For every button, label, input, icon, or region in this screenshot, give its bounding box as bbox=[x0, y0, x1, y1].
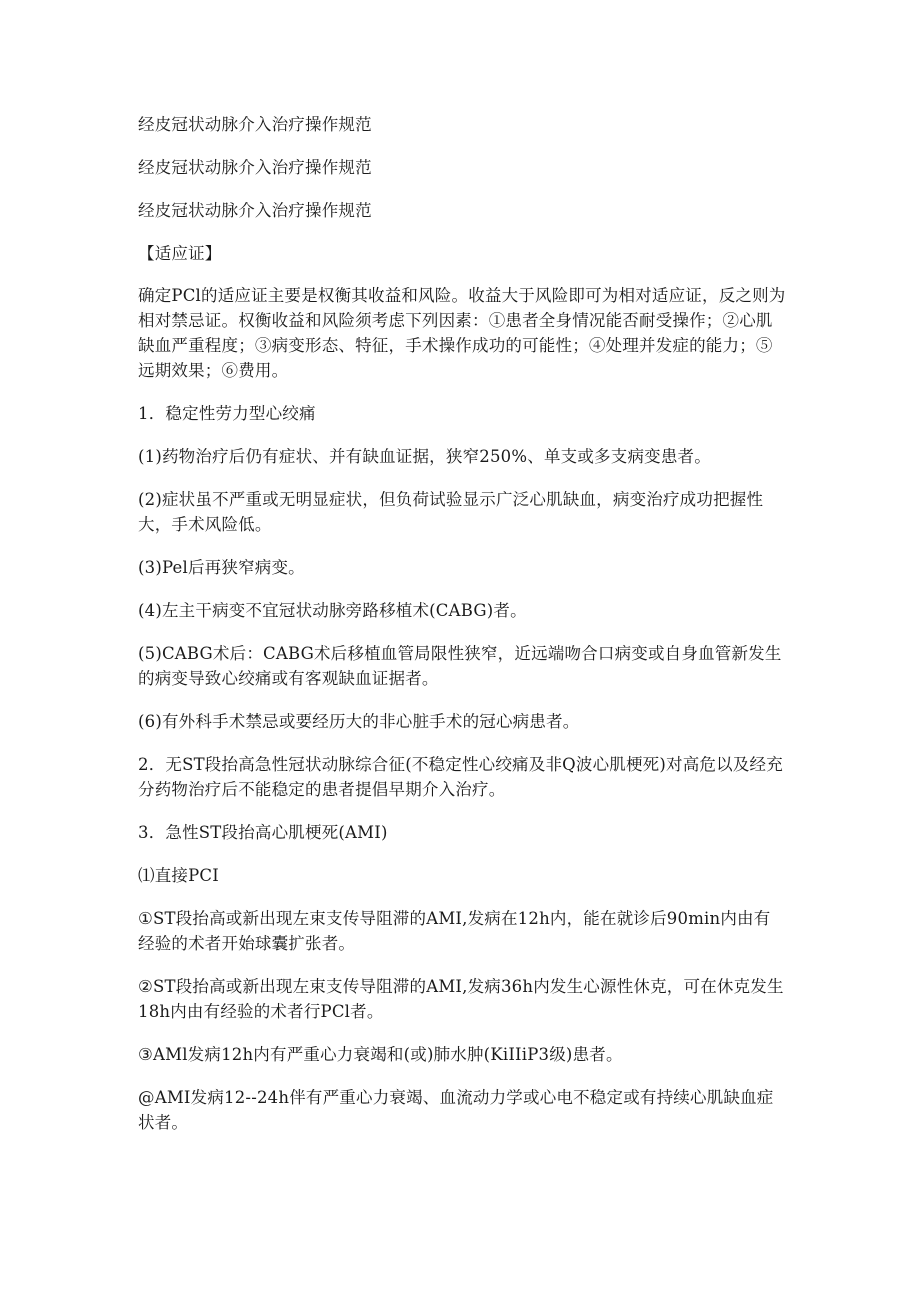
paragraph-item: 1．稳定性劳力型心绞痛 bbox=[138, 404, 316, 423]
paragraph-item: (4)左主干病变不宜冠状动脉旁路移植术(CABG)者。 bbox=[138, 601, 527, 620]
document-title: 经皮冠状动脉介入治疗操作规范 bbox=[138, 158, 372, 177]
paragraph-intro: 确定PCl的适应证主要是权衡其收益和风险。收益大于风险即可为相对适应证，反之则为相对禁忌证。权衡收益和风险须考虑下列因素：①患者全身情况能否耐受操作；②心肌缺血严重程度；③病变形态、特征，手术操作成功的可能性；④处理并发症的能力；⑤远期效果；⑥费用。 bbox=[138, 286, 786, 380]
paragraph-item: (5)CABG术后：CABG术后移植血管局限性狭窄，近远端吻合口病变或自身血管新发生的病变导致心绞痛或有客观缺血证据者。 bbox=[138, 644, 782, 688]
paragraph-item: 2．无ST段抬高急性冠状动脉综合征(不稳定性心绞痛及非Q波心肌梗死)对高危以及经充分药物治疗后不能稳定的患者提倡早期介入治疗。 bbox=[138, 755, 783, 799]
document-page bbox=[138, 112, 786, 1153]
paragraph-item: 3．急性ST段抬高心肌梗死(AMI) bbox=[138, 823, 388, 842]
paragraph-item: (6)有外科手术禁忌或要经历大的非心脏手术的冠心病患者。 bbox=[138, 712, 580, 731]
paragraph-item: ①ST段抬高或新出现左束支传导阻滞的AMI,发病在12h内，能在就诊后90min内由有经验的术者开始球囊扩张者。 bbox=[138, 909, 771, 953]
paragraph-item: ②ST段抬高或新出现左束支传导阻滞的AMI,发病36h内发生心源性休克，可在休克发生18h内由有经验的术者行PCl者。 bbox=[138, 977, 784, 1021]
paragraph-item: (3)Pel后再狭窄病变。 bbox=[138, 558, 305, 577]
document-title: 经皮冠状动脉介入治疗操作规范 bbox=[138, 115, 372, 134]
paragraph-item: ③AMl发病12h内有严重心力衰竭和(或)肺水肿(KiIIiP3级)患者。 bbox=[138, 1045, 623, 1064]
paragraph-item: ⑴直接PCI bbox=[138, 866, 219, 885]
paragraph-item: @AMI发病12--24h伴有严重心力衰竭、血流动力学或心电不稳定或有持续心肌缺血症状者。 bbox=[138, 1088, 774, 1132]
document-title: 经皮冠状动脉介入治疗操作规范 bbox=[138, 201, 372, 220]
paragraph-item: (1)药物治疗后仍有症状、并有缺血证据，狭窄250%、单支或多支病变患者。 bbox=[138, 447, 711, 466]
paragraph-item: (2)症状虽不严重或无明显症状，但负荷试验显示广泛心肌缺血，病变治疗成功把握性大，手术风险低。 bbox=[138, 490, 764, 534]
section-heading: 【适应证】 bbox=[138, 244, 222, 263]
